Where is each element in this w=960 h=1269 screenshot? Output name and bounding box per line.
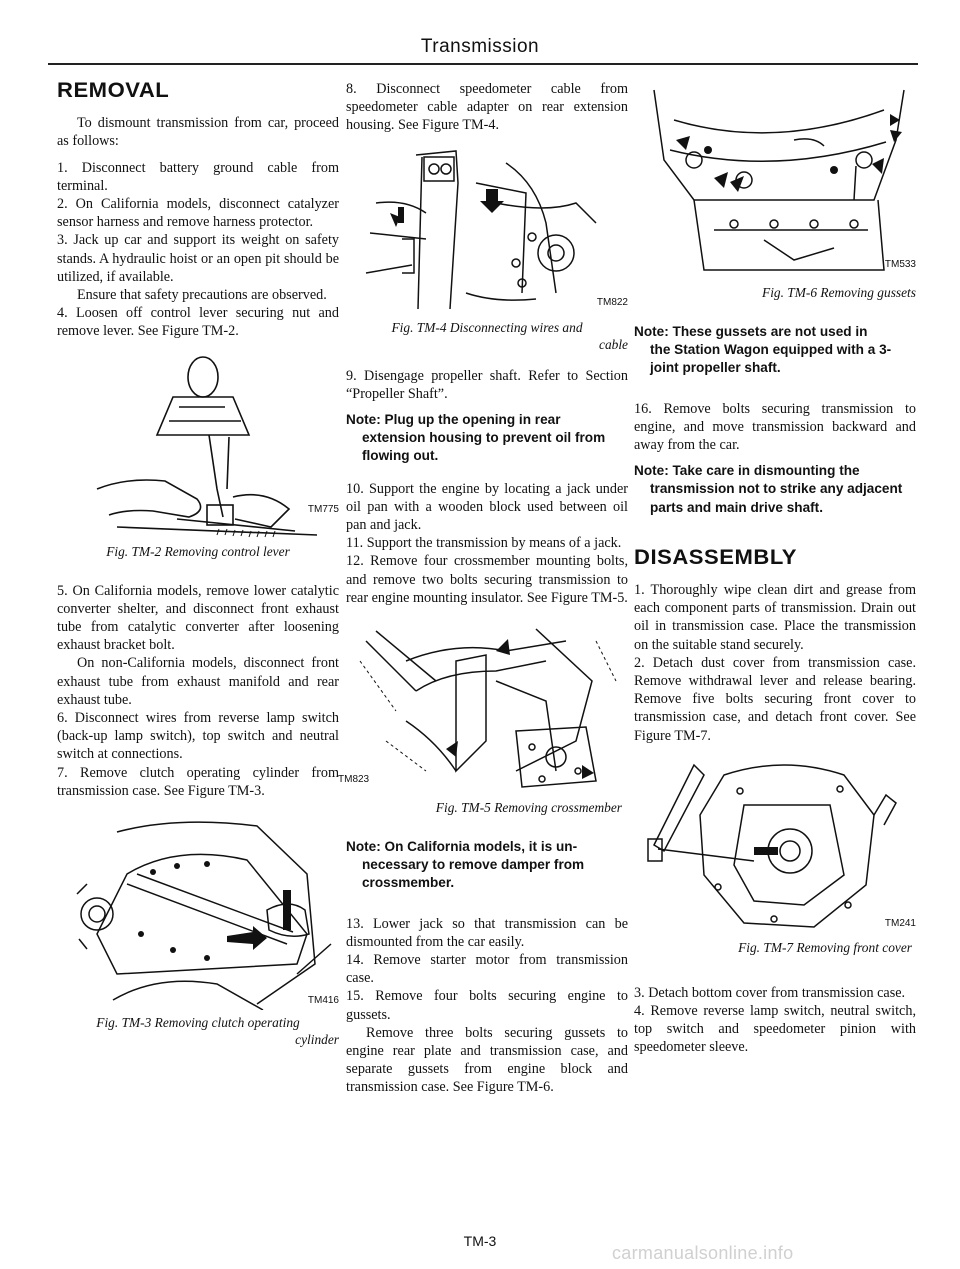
figure-tm-6-caption: Fig. TM-6 Removing gussets	[762, 285, 916, 300]
watermark: carmanualsonline.info	[612, 1243, 794, 1263]
note-california-damper-line1: Note: On California models, it is un-	[346, 839, 578, 855]
figure-tm-6-code: TM533	[884, 259, 916, 270]
removal-step-5-note: On non-California models, disconnect front exhaust tube from exhaust manifold and rear exhaust tube.	[57, 655, 339, 708]
control-lever-illustration	[57, 349, 339, 539]
section-heading-removal: REMOVAL	[57, 79, 170, 102]
figure-tm-6	[634, 80, 916, 280]
removal-step-3-note: Ensure that safety precautions are observed.	[77, 287, 327, 304]
figure-tm-3	[57, 814, 339, 1010]
removal-step-8: 8. Disconnect speedometer cable from speedometer cable adapter on rear extension housing. See Figure TM-4.	[346, 81, 628, 134]
removal-step-12: 12. Remove four crossmember mounting bolts, and remove two bolts securing transmission to rear engine mounting insulator. See Figure TM-5.	[346, 553, 628, 606]
disassembly-step-4: 4. Remove reverse lamp switch, neutral switch, top switch and speedometer pinion with speedometer sleeve.	[634, 1003, 916, 1056]
figure-tm-5-code: TM823	[338, 774, 370, 786]
removal-step-6: 6. Disconnect wires from reverse lamp switch (back-up lamp switch), top switch and neutral switch at connections.	[57, 710, 339, 763]
header-rule	[48, 63, 918, 65]
section-heading-disassembly: DISASSEMBLY	[634, 545, 798, 569]
removal-step-3: 3. Jack up car and support its weight on safety stands. A hydraulic hoist or an open pit should be utilized, if available.	[57, 232, 339, 285]
disassembly-step-1: 1. Thoroughly wipe clean dirt and grease from each component parts of transmission. Drain out oil in transmission case. Place the transmission on the suitable stand securely.	[634, 582, 916, 653]
speedometer-cable-illustration	[346, 143, 628, 315]
note-plug-opening-line1: Note: Plug up the opening in rear	[346, 412, 561, 428]
figure-tm-5	[338, 621, 628, 795]
removal-step-7: 7. Remove clutch operating cylinder from transmission case. See Figure TM-3.	[57, 764, 339, 799]
note-plug-opening	[346, 411, 628, 466]
note-station-wagon-line2: the Station Wagon equipped with a 3-joint propeller shaft.	[650, 342, 892, 376]
removal-step-13: 13. Lower jack so that transmission can be dismounted from the car easily.	[346, 915, 628, 950]
note-take-care-line1: Note: Take care in dismounting the	[634, 463, 860, 479]
figure-tm-7	[634, 755, 916, 935]
note-station-wagon-line1: Note: These gussets are not used in	[634, 324, 868, 339]
note-take-care	[634, 462, 916, 517]
note-take-care-line2: transmission not to strike any adjacent parts and main drive shaft.	[650, 481, 903, 515]
front-cover-illustration	[634, 755, 916, 935]
removal-step-4: 4. Loosen off control lever securing nut and remove lever. See Figure TM-2.	[57, 305, 339, 340]
figure-tm-3-caption-line1: Fig. TM-3 Removing clutch operating	[96, 1015, 300, 1031]
removal-step-9: 9. Disengage propeller shaft. Refer to Section “Propeller Shaft”.	[346, 367, 628, 402]
removal-step-15: 15. Remove four bolts securing engine to gussets.	[346, 988, 628, 1023]
figure-tm-2	[57, 349, 339, 539]
page-header-title: Transmission	[420, 36, 540, 57]
removal-step-15-note: Remove three bolts securing gussets to engine rear plate and transmission case, and separate gussets from engine block and transmission case. See Figure TM-6.	[346, 1024, 628, 1096]
removal-step-2: 2. On California models, disconnect catalyzer sensor harness and remove harness protector.	[57, 196, 339, 231]
column-right	[634, 80, 916, 1057]
note-california-damper-line2: necessary to remove damper from crossmember.	[362, 857, 585, 891]
figure-tm-4-caption-line1: Fig. TM-4 Disconnecting wires and	[391, 319, 583, 335]
figure-tm-4-caption-line2: cable	[599, 336, 628, 352]
removal-step-11: 11. Support the transmission by means of a jack.	[346, 535, 622, 552]
figure-tm-2-code: TM775	[307, 503, 339, 515]
figure-tm-2-caption: Fig. TM-2 Removing control lever	[106, 543, 290, 559]
note-california-damper	[346, 838, 628, 893]
removal-intro: To dismount transmission from car, proceed as follows:	[57, 115, 339, 150]
clutch-cylinder-illustration	[57, 814, 339, 1010]
figure-tm-7-caption: Fig. TM-7 Removing front cover	[738, 939, 912, 955]
column-left	[57, 80, 339, 1048]
figure-tm-5-caption: Fig. TM-5 Removing crossmember	[435, 800, 622, 816]
removal-step-1: 1. Disconnect battery ground cable from terminal.	[57, 159, 339, 194]
disassembly-step-3: 3. Detach bottom cover from transmission case.	[634, 984, 906, 1001]
disassembly-step-2: 2. Detach dust cover from transmission case. Remove withdrawal lever and release bearing. Remove five bolts securing front cover to transmission case, and detach front cover. See Figure TM-7.	[634, 654, 916, 744]
removal-step-16: 16. Remove bolts securing transmission to engine, and move transmission backward and away from the car.	[634, 400, 916, 454]
figure-tm-4-code: TM822	[596, 296, 628, 308]
figure-tm-3-code: TM416	[307, 995, 339, 1007]
gussets-illustration	[634, 80, 916, 280]
note-plug-opening-line2: extension housing to prevent oil from flowing out.	[362, 430, 606, 464]
figure-tm-3-caption-line2: cylinder	[295, 1032, 339, 1048]
removal-step-14: 14. Remove starter motor from transmission case.	[346, 952, 628, 987]
figure-tm-4	[346, 143, 628, 315]
figure-tm-7-code: TM241	[884, 917, 916, 929]
removal-step-10: 10. Support the engine by locating a jack under oil pan with a wooden block used between oil pan and jack.	[346, 480, 628, 534]
note-station-wagon	[634, 323, 916, 378]
column-middle	[338, 80, 628, 1097]
crossmember-illustration	[346, 621, 628, 795]
page-number: TM-3	[463, 1233, 497, 1249]
removal-step-5: 5. On California models, remove lower catalytic converter shelter, and disconnect front exhaust tube from catalytic converter after loosening exhaust bracket bolt.	[57, 582, 339, 654]
